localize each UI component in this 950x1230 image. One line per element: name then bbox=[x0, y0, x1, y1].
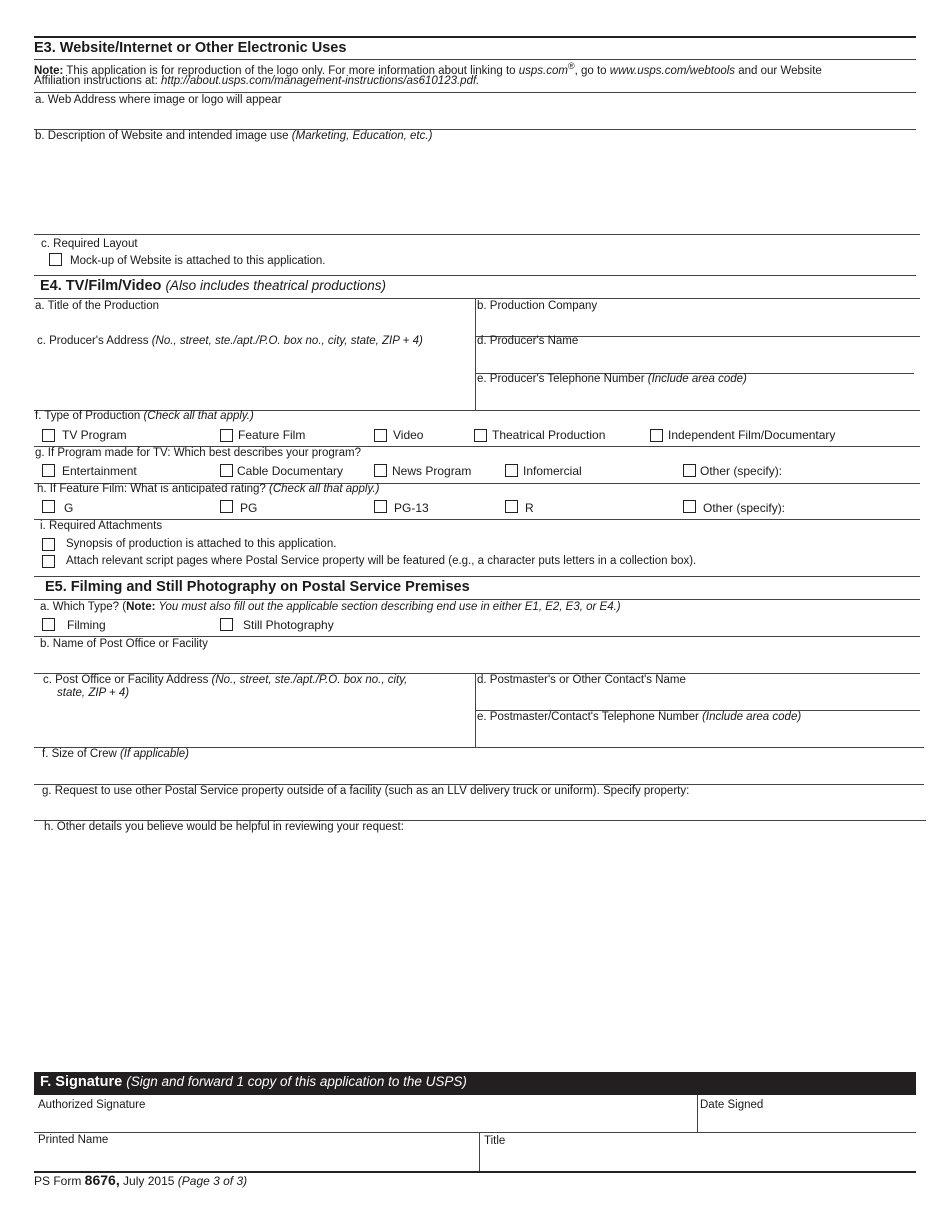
e4-e-label bbox=[477, 373, 747, 385]
e4-a-label: a. Title of the Production bbox=[35, 300, 160, 312]
e4-subtitle: (Also includes theatrical productions) bbox=[165, 278, 387, 293]
title-field-label: Title bbox=[484, 1135, 506, 1147]
e4-title-text: E4. TV/Film/Video bbox=[40, 278, 166, 294]
video-checkbox[interactable] bbox=[374, 429, 387, 442]
rating-pg-label: PG bbox=[240, 501, 258, 515]
tv-other-checkbox[interactable] bbox=[683, 464, 696, 477]
feature-film-label: Feature Film bbox=[238, 428, 306, 442]
e4-i-label: i. Required Attachments bbox=[40, 520, 163, 532]
footer-page: (Page 3 of 3) bbox=[177, 1174, 248, 1188]
e4-d-label: d. Producer's Name bbox=[477, 335, 579, 347]
e5-b-label: b. Name of Post Office or Facility bbox=[40, 638, 208, 650]
e3-note-label: Note: bbox=[34, 64, 64, 77]
synopsis-checkbox[interactable] bbox=[42, 538, 55, 551]
theatrical-production-label: Theatrical Production bbox=[492, 428, 606, 442]
e5-a-note: Note: bbox=[126, 601, 156, 613]
independent-film-checkbox[interactable] bbox=[650, 429, 663, 442]
e4-b-label: b. Production Company bbox=[477, 300, 598, 312]
e5-c-label bbox=[43, 674, 407, 686]
e5-c-hint2 bbox=[57, 687, 129, 699]
footer-date: July 2015 bbox=[119, 1174, 178, 1188]
e4-f-hint: (Check all that apply.) bbox=[143, 410, 254, 422]
tv-program-label: TV Program bbox=[62, 428, 127, 442]
e4-f-text: f. Type of Production bbox=[35, 410, 144, 422]
rating-other-label: Other (specify): bbox=[703, 501, 786, 515]
e3-note-text3: and our Website bbox=[735, 64, 822, 77]
e5-d-label: d. Postmaster's or Other Contact's Name bbox=[477, 674, 686, 686]
e3-note-text1: This application is for reproduction of the logo only. For more information about linking to bbox=[63, 64, 519, 77]
script-pages-label: Attach relevant script pages where Postal Service property will be featured (e.g., a character puts letters in a collection box). bbox=[66, 555, 697, 567]
e4-c-text: c. Producer's Address bbox=[37, 335, 152, 347]
entertainment-checkbox[interactable] bbox=[42, 464, 55, 477]
news-program-checkbox[interactable] bbox=[374, 464, 387, 477]
rating-pg13-checkbox[interactable] bbox=[374, 500, 387, 513]
e5-e-hint: (Include area code) bbox=[702, 711, 802, 723]
form-footer bbox=[34, 1172, 247, 1188]
e5-f-hint: (If applicable) bbox=[119, 748, 190, 760]
e4-e-hint: (Include area code) bbox=[647, 373, 747, 385]
e3-note-link3[interactable]: http://about.usps.com/management-instructions/as610123.pdf. bbox=[161, 75, 480, 87]
e3-note-line2-text: Affiliation instructions at: bbox=[34, 75, 161, 87]
rating-pg13-label: PG-13 bbox=[394, 501, 429, 515]
rating-other-checkbox[interactable] bbox=[683, 500, 696, 513]
e5-f-label bbox=[42, 748, 189, 760]
e5-c-hint: (No., street, ste./apt./P.O. box no., city, bbox=[211, 674, 408, 686]
e5-c-text: c. Post Office or Facility Address bbox=[43, 674, 212, 686]
tv-other-label: Other (specify): bbox=[700, 464, 783, 478]
e4-c-label bbox=[37, 335, 423, 347]
e5-e-text: e. Postmaster/Contact's Telephone Number bbox=[477, 711, 703, 723]
e4-h-hint: (Check all that apply.) bbox=[269, 483, 380, 495]
e3-c-label: c. Required Layout bbox=[41, 238, 138, 250]
mockup-checkbox[interactable] bbox=[49, 253, 62, 266]
e5-h-label: h. Other details you believe would be helpful in reviewing your request: bbox=[44, 821, 404, 833]
e5-a-label bbox=[40, 601, 621, 613]
rating-g-label: G bbox=[64, 501, 74, 515]
rating-pg-checkbox[interactable] bbox=[220, 500, 233, 513]
date-signed-label: Date Signed bbox=[700, 1099, 764, 1111]
entertainment-label: Entertainment bbox=[62, 464, 137, 478]
e3-a-label: a. Web Address where image or logo will appear bbox=[35, 94, 282, 106]
video-label: Video bbox=[393, 428, 424, 442]
e5-f-text: f. Size of Crew bbox=[42, 748, 120, 760]
cable-documentary-checkbox[interactable] bbox=[220, 464, 233, 477]
infomercial-label: Infomercial bbox=[523, 464, 582, 478]
e3-note-text2: , go to bbox=[574, 64, 610, 77]
e4-e-text: e. Producer's Telephone Number bbox=[477, 373, 648, 385]
signature-subtitle: (Sign and forward 1 copy of this application to the USPS) bbox=[126, 1074, 467, 1089]
e3-title: E3. Website/Internet or Other Electronic Uses bbox=[34, 40, 347, 56]
e4-g-label: g. If Program made for TV: Which best describes your program? bbox=[35, 447, 361, 459]
e3-b-text: b. Description of Website and intended image use bbox=[35, 130, 292, 142]
theatrical-production-checkbox[interactable] bbox=[474, 429, 487, 442]
e4-f-label bbox=[35, 410, 254, 422]
e5-a-hint: You must also fill out the applicable section describing end use in either E1, E2, E3, or E4.) bbox=[155, 601, 621, 613]
footer-form-number: 8676, bbox=[84, 1172, 120, 1188]
still-photography-label: Still Photography bbox=[243, 618, 334, 632]
e3-b-label bbox=[35, 130, 432, 142]
still-photography-checkbox[interactable] bbox=[220, 618, 233, 631]
e5-c-hint2-text: state, ZIP + 4) bbox=[57, 687, 130, 699]
filming-label: Filming bbox=[67, 618, 106, 632]
footer-prefix: PS Form bbox=[34, 1174, 85, 1188]
tv-program-checkbox[interactable] bbox=[42, 429, 55, 442]
rating-r-label: R bbox=[525, 501, 534, 515]
signature-title: F. Signature bbox=[40, 1074, 127, 1090]
e4-c-hint: (No., street, ste./apt./P.O. box no., city, state, ZIP + 4) bbox=[151, 335, 423, 347]
e3-note-link2[interactable]: www.usps.com/webtools bbox=[609, 64, 736, 77]
e4-h-text: h. If Feature Film: What is anticipated rating? bbox=[37, 483, 270, 495]
independent-film-label: Independent Film/Documentary bbox=[668, 428, 836, 442]
infomercial-checkbox[interactable] bbox=[505, 464, 518, 477]
cable-documentary-label: Cable Documentary bbox=[237, 464, 344, 478]
signature-header bbox=[34, 1072, 916, 1095]
e3-note-reg: ® bbox=[567, 61, 575, 71]
e5-e-label bbox=[477, 711, 801, 723]
rating-r-checkbox[interactable] bbox=[505, 500, 518, 513]
feature-film-checkbox[interactable] bbox=[220, 429, 233, 442]
e5-a-text: a. Which Type? ( bbox=[40, 601, 127, 613]
script-pages-checkbox[interactable] bbox=[42, 555, 55, 568]
printed-name-label: Printed Name bbox=[38, 1134, 109, 1146]
e3-note-link1[interactable]: usps.com bbox=[518, 64, 568, 77]
mockup-option-label: Mock-up of Website is attached to this application. bbox=[70, 255, 326, 267]
e5-g-label: g. Request to use other Postal Service property outside of a facility (such as an LLV delivery truck or uniform). Specify property: bbox=[42, 785, 690, 797]
news-program-label: News Program bbox=[392, 464, 472, 478]
e4-title bbox=[40, 278, 386, 294]
e4-h-label bbox=[37, 483, 379, 495]
filming-checkbox[interactable] bbox=[42, 618, 55, 631]
e5-title: E5. Filming and Still Photography on Postal Service Premises bbox=[45, 579, 470, 595]
e3-note-line2 bbox=[34, 75, 479, 87]
rating-g-checkbox[interactable] bbox=[42, 500, 55, 513]
authorized-signature-label: Authorized Signature bbox=[38, 1099, 146, 1111]
e3-b-hint: (Marketing, Education, etc.) bbox=[291, 130, 433, 142]
synopsis-label: Synopsis of production is attached to this application. bbox=[66, 538, 337, 550]
